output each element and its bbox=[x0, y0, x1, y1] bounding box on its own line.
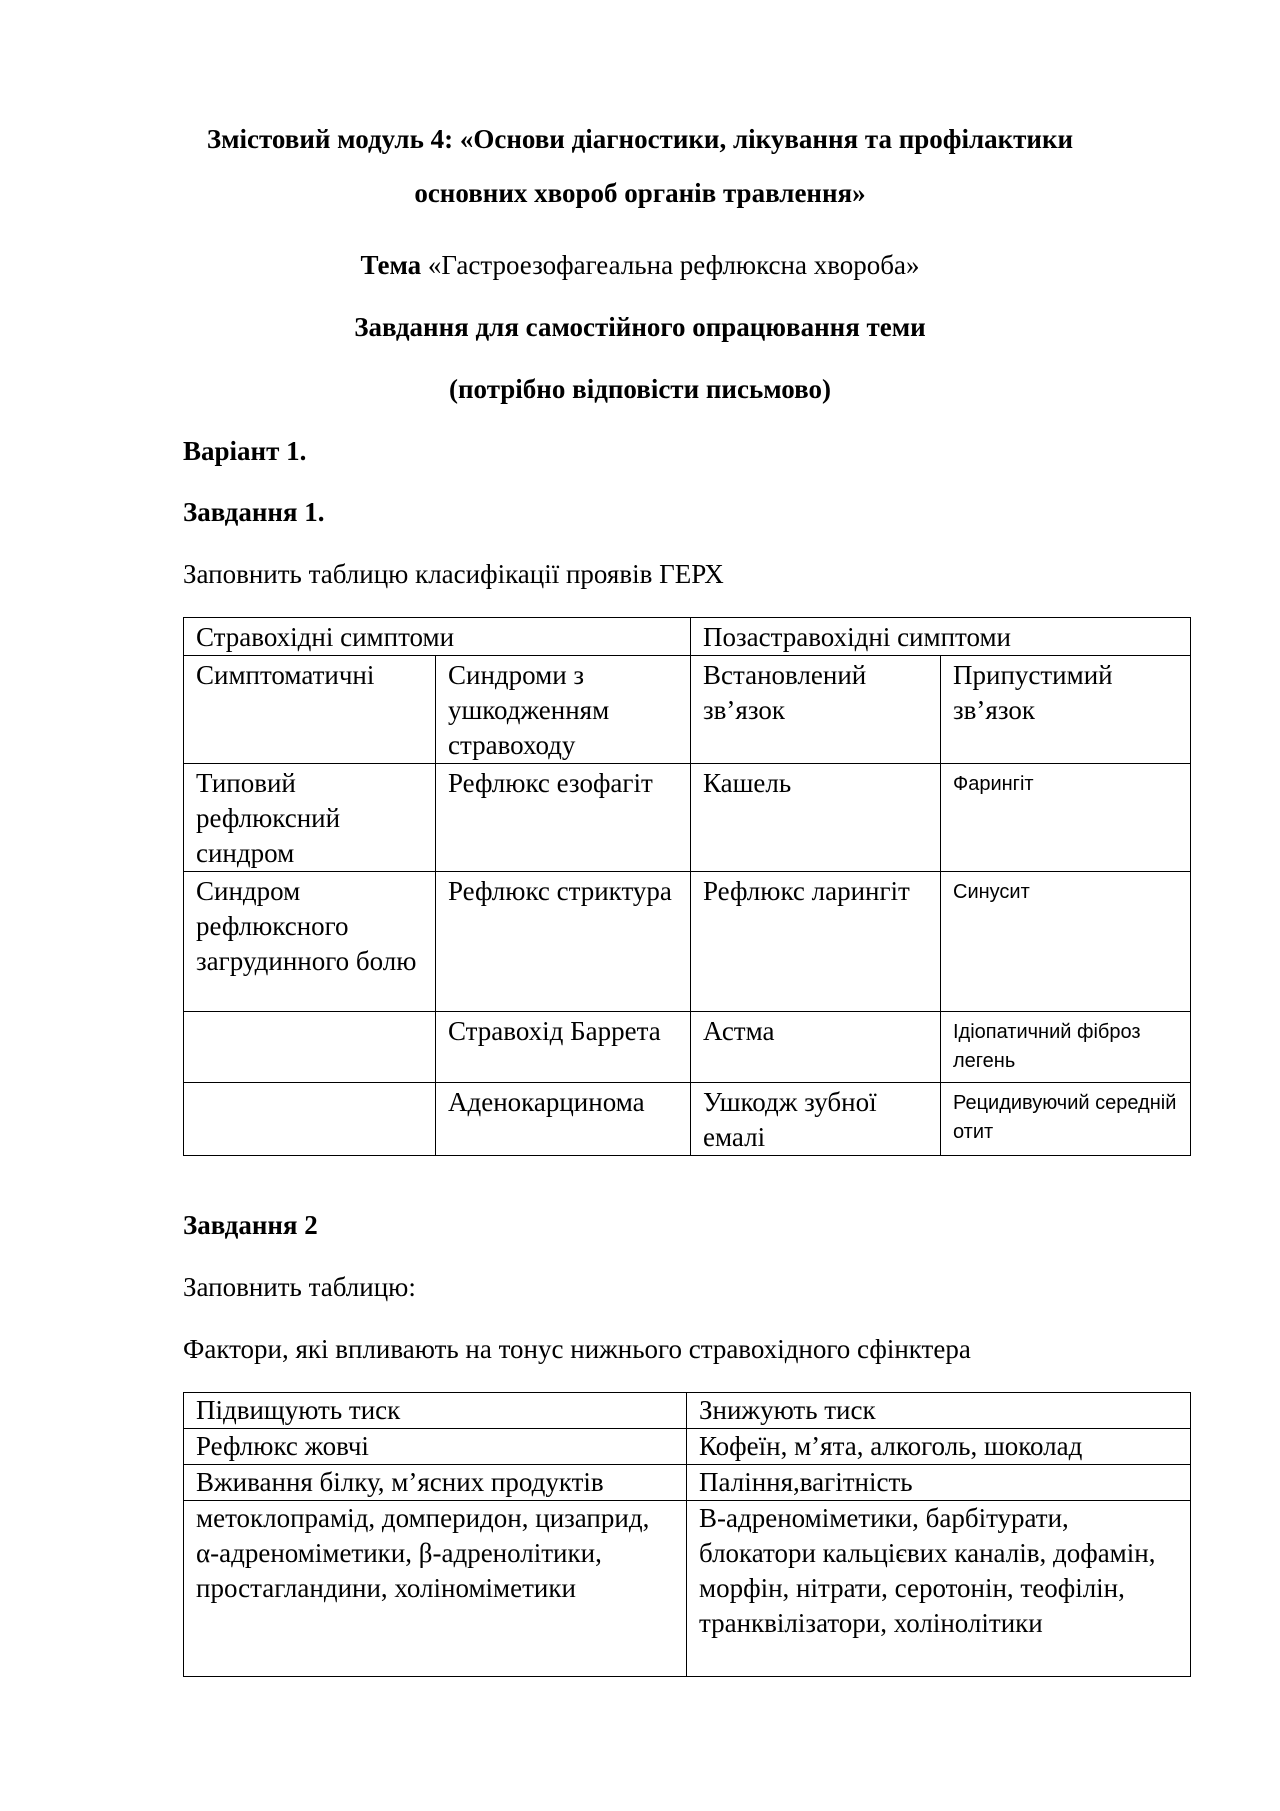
table-cell: Рефлюкс ларингіт bbox=[691, 872, 941, 1012]
table-row bbox=[184, 872, 1191, 1012]
table-header-row bbox=[184, 1393, 1191, 1429]
table-header-cell: Встановлений зв’язок bbox=[691, 656, 941, 764]
table-cell: Рефлюкс жовчі bbox=[184, 1429, 687, 1465]
table-cell: Вживання білку, м’ясних продуктів bbox=[184, 1465, 687, 1501]
table-header-cell: Позастравохідні симптоми bbox=[691, 618, 1191, 656]
table-cell: Паління,вагітність bbox=[687, 1465, 1191, 1501]
table-cell: Кофеїн, м’ята, алкоголь, шоколад bbox=[687, 1429, 1191, 1465]
table-cell: Ідіопатичний фіброз легень bbox=[941, 1012, 1191, 1083]
table-row bbox=[184, 764, 1191, 872]
table-cell: Рецидивуючий середній отит bbox=[941, 1083, 1191, 1156]
table-header-cell: Синдроми з ушкодженням стравоходу bbox=[436, 656, 691, 764]
table-header-cell: Стравохідні симптоми bbox=[184, 618, 691, 656]
table-cell: Астма bbox=[691, 1012, 941, 1083]
table-row bbox=[184, 1465, 1191, 1501]
module-title-line-1: Змістовий модуль 4: «Основи діагностики, лікування та профілактики bbox=[206, 124, 1074, 154]
topic-value: «Гастроезофагеальна рефлюксна хвороба» bbox=[427, 250, 920, 280]
table-cell: Синдром рефлюксного загрудинного болю bbox=[184, 872, 436, 1012]
table-subheader-row bbox=[184, 656, 1191, 764]
table-row bbox=[184, 1429, 1191, 1465]
topic-label: Тема bbox=[360, 250, 422, 280]
variant-label: Варіант 1. bbox=[183, 436, 307, 466]
table-cell: B-адреноміметики, барбітурати, блокатори кальцієвих каналів, дофамін, морфін, нітрати, серотонін, теофілін, транквілізатори, холінолітики bbox=[687, 1501, 1191, 1677]
table-cell: Рефлюкс езофагіт bbox=[436, 764, 691, 872]
table-header-cell: Підвищують тиск bbox=[184, 1393, 687, 1429]
task1-heading: Завдання 1. bbox=[183, 497, 325, 527]
table-row bbox=[184, 1083, 1191, 1156]
topic-line bbox=[0, 248, 1280, 282]
assignment-heading: Завдання для самостійного опрацювання теми bbox=[354, 312, 926, 342]
task2-heading: Завдання 2 bbox=[183, 1210, 318, 1240]
task2-table-caption: Фактори, які впливають на тонус нижнього стравохідного сфінктера bbox=[183, 1334, 971, 1364]
task1-instruction: Заповнить таблицю класифікації проявів ГЕРХ bbox=[183, 559, 724, 589]
table-cell: Ушкодж зубної емалі bbox=[691, 1083, 941, 1156]
sphincter-factors-table bbox=[183, 1392, 1191, 1677]
table-header-cell: Знижують тиск bbox=[687, 1393, 1191, 1429]
table-header-cell: Припустимий зв’язок bbox=[941, 656, 1191, 764]
table-header-row bbox=[184, 618, 1191, 656]
table-cell: Кашель bbox=[691, 764, 941, 872]
table-cell: метоклопрамід, домперидон, цизаприд, α-адреноміметики, β-адренолітики, простагландини, холіноміметики bbox=[184, 1501, 687, 1677]
table-cell: Аденокарцинома bbox=[436, 1083, 691, 1156]
table-cell: Типовий рефлюксний синдром bbox=[184, 764, 436, 872]
task2-instruction: Заповнить таблицю: bbox=[183, 1272, 416, 1302]
table-cell: Стравохід Баррета bbox=[436, 1012, 691, 1083]
table-header-cell: Симптоматичні bbox=[184, 656, 436, 764]
table-cell bbox=[184, 1083, 436, 1156]
table-cell: Рефлюкс стриктура bbox=[436, 872, 691, 1012]
module-title-line-2: основних хвороб органів травлення» bbox=[414, 178, 866, 208]
table-cell bbox=[184, 1012, 436, 1083]
gerd-classification-table bbox=[183, 617, 1191, 1156]
assignment-note: (потрібно відповісти письмово) bbox=[449, 374, 831, 404]
table-row bbox=[184, 1501, 1191, 1677]
table-row bbox=[184, 1012, 1191, 1083]
table-cell: Синусит bbox=[941, 872, 1191, 1012]
table-cell: Фарингіт bbox=[941, 764, 1191, 872]
